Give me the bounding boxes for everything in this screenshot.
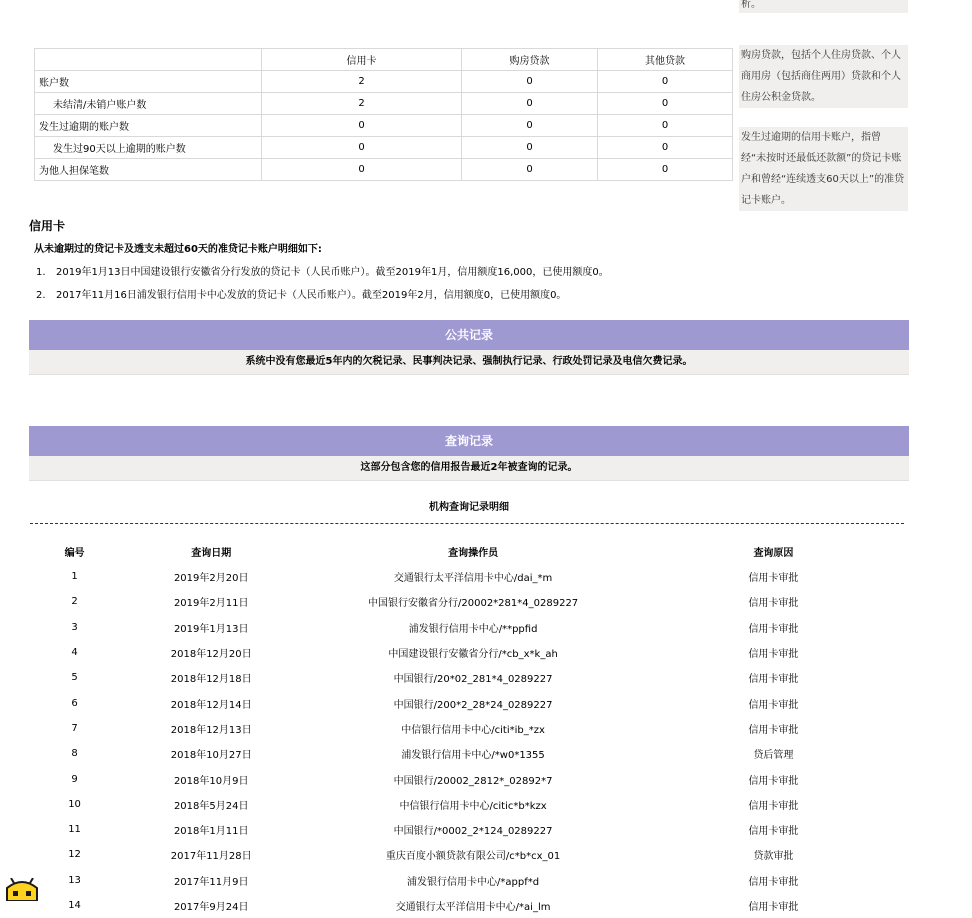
cell-no: 3 — [71, 621, 78, 633]
cell-operator: 中国银行/*0002_2*124_0289227 — [393, 826, 553, 838]
cell-operator: 中信银行信用卡中心/citi*ib_*zx — [401, 724, 545, 736]
public-records-header: 公共记录 — [29, 320, 909, 350]
cell-no: 6 — [71, 697, 78, 709]
cell-reason: 信用卡审批 — [748, 623, 799, 635]
cell-date: 2018年12月18日 — [170, 674, 252, 686]
query-records-body: 这部分包含您的信用报告最近2年被查询的记录。 — [29, 456, 909, 481]
cell-no: 1 — [71, 571, 78, 583]
cell-reason: 信用卡审批 — [748, 649, 799, 661]
summary-row-label: 发生过逾期的账户数 — [35, 115, 262, 137]
table-row — [30, 741, 904, 766]
table-row — [30, 817, 904, 842]
cell-no: 7 — [71, 722, 78, 734]
public-records-body: 系统中没有您最近5年内的欠税记录、民事判决记录、强制执行记录、行政处罚记录及电信欠费记录。 — [29, 350, 909, 375]
summary-cell-credit: 0 — [262, 137, 462, 159]
summary-cell-credit: 2 — [262, 71, 462, 93]
cell-no: 11 — [68, 824, 81, 836]
cell-date: 2019年2月20日 — [173, 573, 249, 585]
table-row — [30, 615, 904, 640]
cell-date: 2017年9月24日 — [173, 902, 249, 913]
table-row — [30, 589, 904, 614]
credit-card-item — [36, 263, 609, 278]
cell-date: 2017年11月9日 — [173, 876, 249, 888]
summary-cell-other: 0 — [598, 137, 733, 159]
summary-cell-housing: 0 — [462, 93, 598, 115]
summary-row — [35, 71, 733, 93]
note-fragment: 析。 — [739, 0, 908, 13]
cell-no: 10 — [68, 798, 81, 810]
summary-cell-other: 0 — [598, 93, 733, 115]
summary-cell-housing: 0 — [462, 115, 598, 137]
summary-header-credit: 信用卡 — [262, 49, 462, 71]
cell-date: 2018年12月14日 — [170, 699, 252, 711]
summary-table — [34, 48, 733, 181]
cell-operator: 中国银行/200*2_28*24_0289227 — [393, 699, 553, 711]
summary-row-label: 发生过90天以上逾期的账户数 — [35, 137, 262, 159]
cell-no: 9 — [71, 773, 78, 785]
credit-card-item — [36, 286, 566, 301]
summary-cell-other: 0 — [598, 159, 733, 181]
note-housing-loan: 购房贷款，包括个人住房贷款、个人商用房（包括商住两用）贷款和个人住房公积金贷款。 — [739, 45, 908, 108]
cell-reason: 信用卡审批 — [748, 800, 799, 812]
cell-date: 2017年11月28日 — [170, 851, 252, 863]
cell-date: 2018年12月20日 — [170, 649, 252, 661]
table-row — [30, 564, 904, 589]
query-records-table — [30, 538, 904, 918]
credit-card-item-num: 1. — [36, 267, 46, 278]
summary-row — [35, 93, 733, 115]
credit-card-item-text: 2019年1月13日中国建设银行安徽省分行发放的贷记卡（人民币账户）。截至2019年1月，信用额度16,000，已使用额度0。 — [56, 267, 609, 278]
summary-row-label: 为他人担保笔数 — [35, 159, 262, 181]
cell-no: 5 — [71, 672, 78, 684]
cell-date: 2018年10月27日 — [170, 750, 252, 762]
credit-card-subtitle: 从未逾期过的贷记卡及透支未超过60天的准贷记卡账户明细如下: — [34, 244, 322, 255]
table-row — [30, 665, 904, 690]
cell-reason: 信用卡审批 — [748, 724, 799, 736]
credit-card-title: 信用卡 — [29, 219, 66, 233]
query-detail-title: 机构查询记录明细 — [429, 502, 509, 513]
table-row — [30, 792, 904, 817]
cell-reason: 信用卡审批 — [748, 699, 799, 711]
cell-operator: 浦发银行信用卡中心/*appf*d — [407, 876, 540, 888]
table-row — [30, 766, 904, 791]
cell-operator: 交通银行太平洋信用卡中心/*ai_lm — [395, 902, 551, 913]
cell-operator: 浦发银行信用卡中心/*w0*1355 — [401, 750, 545, 762]
summary-row — [35, 137, 733, 159]
table-row — [30, 893, 904, 918]
summary-row-label: 账户数 — [35, 71, 262, 93]
summary-cell-housing: 0 — [462, 159, 598, 181]
cell-operator: 中信银行信用卡中心/citic*b*kzx — [399, 800, 547, 812]
cell-date: 2018年12月13日 — [170, 724, 252, 736]
cell-date: 2019年2月11日 — [173, 598, 249, 610]
cell-reason: 信用卡审批 — [748, 674, 799, 686]
cell-no: 12 — [68, 849, 81, 861]
dashed-divider — [30, 523, 904, 524]
credit-card-item-num: 2. — [36, 290, 46, 301]
summary-header-housing: 购房贷款 — [462, 49, 598, 71]
summary-cell-housing: 0 — [462, 71, 598, 93]
cell-no: 14 — [68, 900, 81, 911]
cell-date: 2018年10月9日 — [173, 775, 249, 787]
table-row — [30, 716, 904, 741]
cell-reason: 信用卡审批 — [748, 573, 799, 585]
cell-operator: 浦发银行信用卡中心/**ppfid — [408, 623, 538, 635]
note-overdue-card: 发生过逾期的信用卡账户，指曾经“未按时还最低还款额”的贷记卡账户和曾经“连续透支60天以上”的准贷记卡账户。 — [739, 127, 908, 211]
cell-no: 8 — [71, 748, 78, 760]
summary-cell-other: 0 — [598, 115, 733, 137]
summary-cell-other: 0 — [598, 71, 733, 93]
cell-operator: 中国银行/20*02_281*4_0289227 — [393, 674, 553, 686]
cell-no: 2 — [71, 596, 78, 608]
header-date: 查询日期 — [191, 547, 232, 559]
summary-cell-credit: 2 — [262, 93, 462, 115]
cell-reason: 信用卡审批 — [748, 902, 799, 913]
cell-date: 2018年5月24日 — [173, 800, 249, 812]
cell-reason: 信用卡审批 — [748, 598, 799, 610]
cell-reason: 信用卡审批 — [748, 775, 799, 787]
cell-no: 4 — [71, 647, 78, 659]
cell-date: 2019年1月13日 — [173, 623, 249, 635]
cell-date: 2018年1月11日 — [173, 826, 249, 838]
table-row — [30, 640, 904, 665]
summary-cell-credit: 0 — [262, 159, 462, 181]
cell-operator: 中国建设银行安徽省分行/*cb_x*k_ah — [388, 649, 558, 661]
table-row — [30, 842, 904, 867]
cell-reason: 信用卡审批 — [748, 876, 799, 888]
cell-reason: 贷款审批 — [753, 851, 794, 863]
cell-reason: 贷后管理 — [753, 750, 794, 762]
table-row — [30, 868, 904, 893]
cell-operator: 中国银行/20002_2812*_02892*7 — [393, 775, 553, 787]
cell-reason: 信用卡审批 — [748, 826, 799, 838]
summary-cell-housing: 0 — [462, 137, 598, 159]
header-operator: 查询操作员 — [448, 547, 499, 559]
summary-header-row — [35, 49, 733, 71]
summary-row — [35, 115, 733, 137]
cell-no: 13 — [68, 874, 81, 886]
table-row — [30, 690, 904, 715]
yellow-mascot-icon[interactable] — [3, 878, 41, 901]
summary-row-label: 未结清/未销户账户数 — [35, 93, 262, 115]
header-no: 编号 — [64, 547, 85, 559]
summary-cell-credit: 0 — [262, 115, 462, 137]
cell-operator: 重庆百度小额贷款有限公司/c*b*cx_01 — [385, 851, 561, 863]
summary-header-blank — [35, 49, 262, 71]
query-header-row — [30, 538, 904, 564]
query-records-header: 查询记录 — [29, 426, 909, 456]
header-reason: 查询原因 — [753, 547, 794, 559]
cell-operator: 交通银行太平洋信用卡中心/dai_*m — [393, 573, 553, 585]
credit-card-item-text: 2017年11月16日浦发银行信用卡中心发放的贷记卡（人民币账户）。截至2019年2月，信用额度0，已使用额度0。 — [56, 290, 567, 301]
summary-header-other: 其他贷款 — [598, 49, 733, 71]
cell-operator: 中国银行安徽省分行/20002*281*4_0289227 — [368, 598, 579, 610]
summary-row — [35, 159, 733, 181]
